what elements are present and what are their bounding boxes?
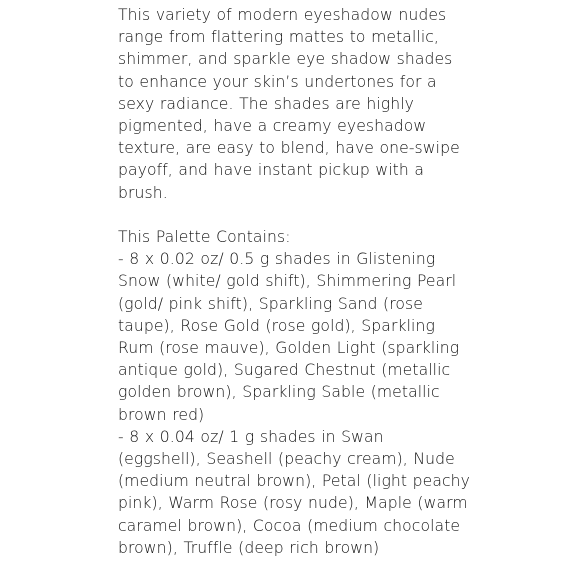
contents-heading: This Palette Contains:	[118, 228, 291, 247]
description-paragraph: This variety of modern eyeshadow nudes range from flattering mattes to metallic, shimmer, and sparkle eye shadow shades to enhance your skin’s undertones for a sexy radiance. The shades are highly pigmented, have a creamy eyeshadow texture, are easy to blend, have one-swipe payoff, and have instant pickup with a brush.	[118, 6, 460, 202]
paragraph-spacer	[118, 204, 470, 226]
product-description	[118, 4, 470, 559]
contents-list-item: - 8 x 0.04 oz/ 1 g shades in Swan (eggshell), Seashell (peachy cream), Nude (medium neutral brown), Petal (light peachy pink), Warm Rose (rosy nude), Maple (warm caramel brown), Cocoa (medium chocolate brown), Truffle (deep rich brown)	[118, 427, 470, 557]
contents-list-item: - 8 x 0.02 oz/ 0.5 g shades in Glistening Snow (white/ gold shift), Shimmering Pearl (gold/ pink shift), Sparkling Sand (rose taupe), Rose Gold (rose gold), Sparkling Rum (rose mauve), Golden Light (sparkling antique gold), Sugared Chestnut (metallic golden brown), Sparkling Sable (metallic brown red)	[118, 250, 460, 424]
